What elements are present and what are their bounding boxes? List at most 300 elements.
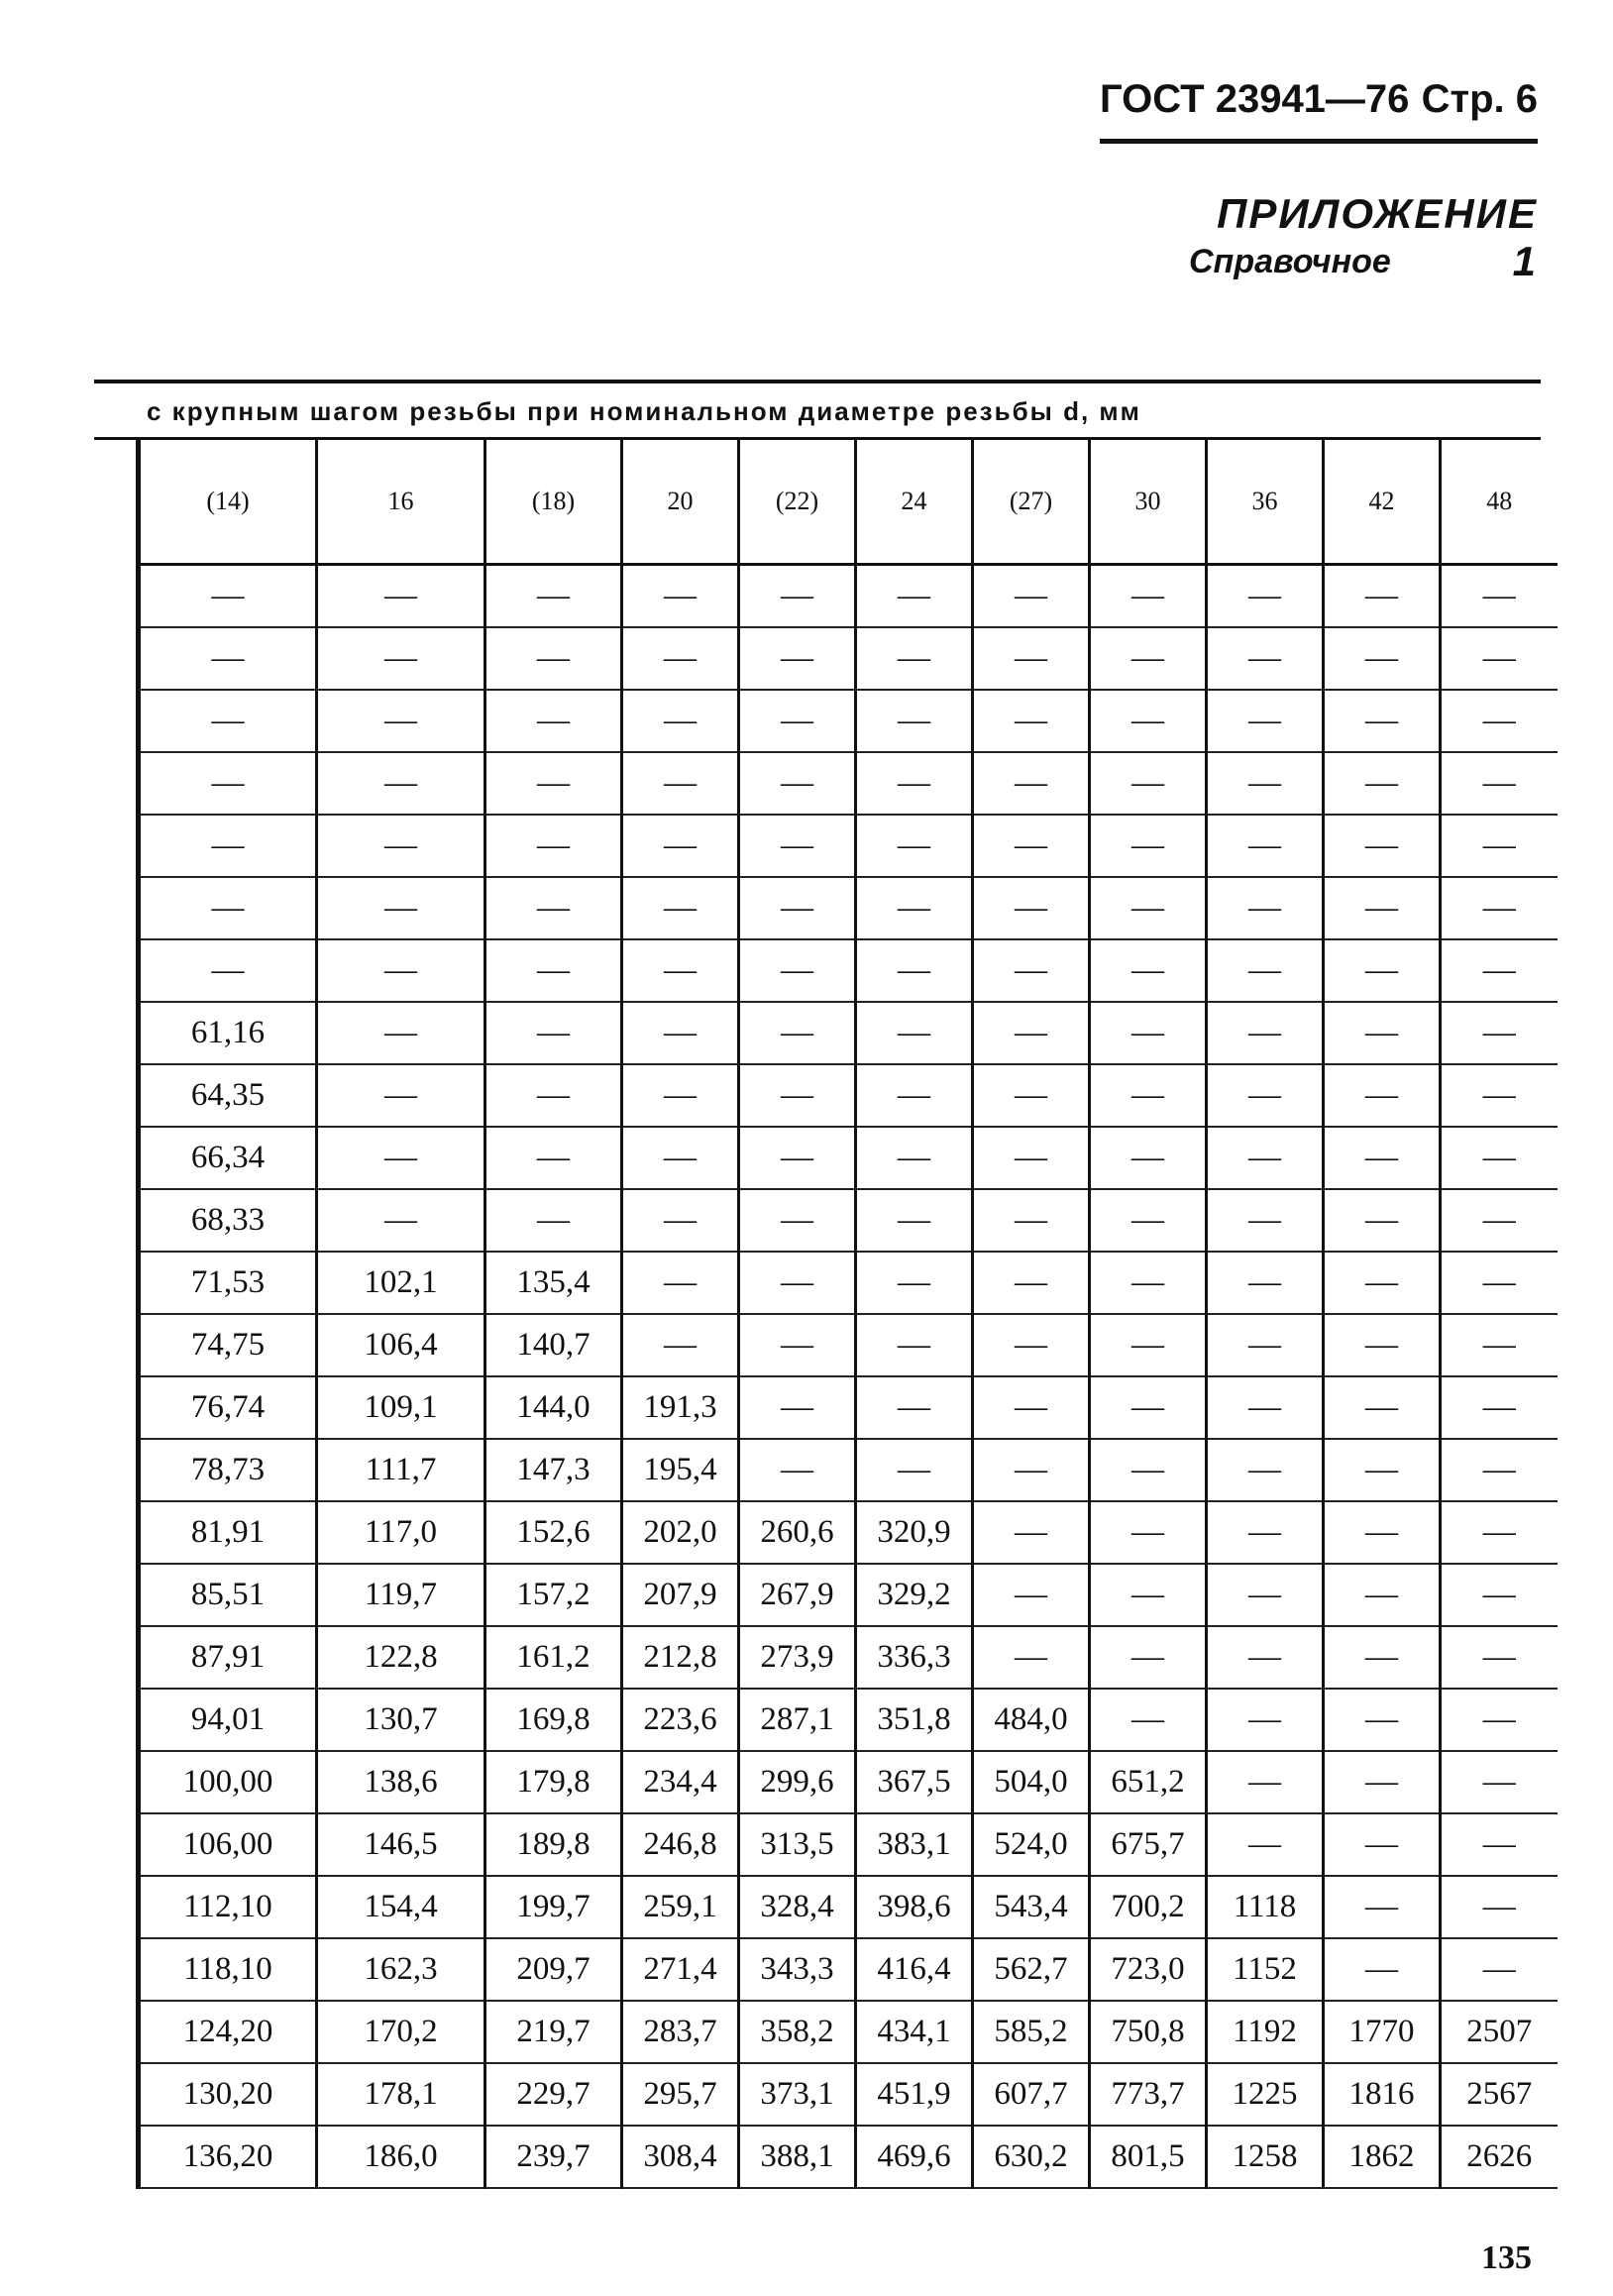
table-cell: — (1324, 1376, 1441, 1439)
table-cell: 130,7 (317, 1689, 485, 1751)
table-row (139, 1252, 1558, 1314)
table-cell: 630,2 (973, 2126, 1090, 2188)
table-cell: — (1207, 1626, 1324, 1689)
table-cell: 199,7 (485, 1876, 622, 1938)
table-cell: — (1441, 815, 1558, 877)
table-cell: — (1324, 939, 1441, 1002)
table-row (139, 1813, 1558, 1876)
table-cell: — (1441, 1876, 1558, 1938)
table-cell: — (622, 877, 739, 939)
table-cell: — (973, 815, 1090, 877)
table-cell: 1152 (1207, 1938, 1324, 2001)
table-cell: — (739, 1002, 856, 1064)
table-cell: 136,20 (139, 2126, 317, 2188)
thread-data-table (136, 440, 1558, 2189)
table-cell: — (856, 627, 973, 690)
table-cell: 178,1 (317, 2063, 485, 2126)
table-cell: — (1207, 815, 1324, 877)
table-cell: — (622, 627, 739, 690)
table-cell: — (485, 565, 622, 628)
table-cell: — (1090, 1376, 1207, 1439)
table-cell: 313,5 (739, 1813, 856, 1876)
table-cell: 78,73 (139, 1439, 317, 1501)
table-cell: — (1207, 1252, 1324, 1314)
table-cell: 94,01 (139, 1689, 317, 1751)
table-cell: — (1090, 1689, 1207, 1751)
table-cell: — (1090, 1252, 1207, 1314)
table-header-row (139, 440, 1558, 565)
column-header: 20 (622, 440, 739, 565)
table-cell: 209,7 (485, 1938, 622, 2001)
table-cell: 68,33 (139, 1189, 317, 1252)
table-cell: 504,0 (973, 1751, 1090, 1813)
table-cell: — (1441, 1064, 1558, 1127)
table-row (139, 1626, 1558, 1689)
table-cell: — (1324, 877, 1441, 939)
table-cell: 308,4 (622, 2126, 739, 2188)
table-cell: 320,9 (856, 1501, 973, 1564)
table-cell: — (1441, 939, 1558, 1002)
table-cell: — (1324, 1501, 1441, 1564)
table-row (139, 1376, 1558, 1439)
table-cell: — (973, 1064, 1090, 1127)
table-cell: 287,1 (739, 1689, 856, 1751)
table-cell: — (1207, 1064, 1324, 1127)
table-cell: — (856, 1439, 973, 1501)
table-cell: — (856, 1002, 973, 1064)
table-cell: — (856, 752, 973, 815)
table-cell: — (139, 752, 317, 815)
table-cell: — (1207, 1751, 1324, 1813)
table-cell: — (1324, 1689, 1441, 1751)
table-cell: — (739, 1064, 856, 1127)
column-header: (18) (485, 440, 622, 565)
table-cell: — (1324, 1564, 1441, 1626)
table-cell: 1258 (1207, 2126, 1324, 2188)
table-cell: 207,9 (622, 1564, 739, 1626)
table-cell: — (622, 1002, 739, 1064)
table-cell: 102,1 (317, 1252, 485, 1314)
table-cell: — (317, 627, 485, 690)
table-cell: 2507 (1441, 2001, 1558, 2063)
table-cell: — (1324, 752, 1441, 815)
table-cell: — (739, 1376, 856, 1439)
table-cell: — (739, 690, 856, 752)
table-cell: — (1090, 939, 1207, 1002)
table-cell: — (739, 1314, 856, 1376)
table-cell: 191,3 (622, 1376, 739, 1439)
table-cell: 273,9 (739, 1626, 856, 1689)
table-cell: — (485, 1002, 622, 1064)
table-cell: 112,10 (139, 1876, 317, 1938)
table-cell: 1118 (1207, 1876, 1324, 1938)
table-cell: — (973, 1376, 1090, 1439)
table-cell: — (1441, 877, 1558, 939)
table-cell: — (1090, 1064, 1207, 1127)
table-cell: 64,35 (139, 1064, 317, 1127)
table-cell: 229,7 (485, 2063, 622, 2126)
table-cell: — (973, 1314, 1090, 1376)
table-cell: — (1090, 877, 1207, 939)
table-cell: 147,3 (485, 1439, 622, 1501)
column-header: 24 (856, 440, 973, 565)
table-body (139, 565, 1558, 2189)
table-cell: — (1441, 1938, 1558, 2001)
table-cell: — (973, 690, 1090, 752)
table-row (139, 2063, 1558, 2126)
column-header: 16 (317, 440, 485, 565)
table-cell: — (1207, 752, 1324, 815)
table-cell: — (1441, 1376, 1558, 1439)
table-cell: 651,2 (1090, 1751, 1207, 1813)
table-cell: — (1441, 1501, 1558, 1564)
table-row (139, 1127, 1558, 1189)
table-cell: 152,6 (485, 1501, 622, 1564)
table-cell: 1862 (1324, 2126, 1441, 2188)
column-header: 36 (1207, 440, 1324, 565)
table-cell: 328,4 (739, 1876, 856, 1938)
table-row (139, 2001, 1558, 2063)
table-cell: 135,4 (485, 1252, 622, 1314)
table-cell: — (739, 1127, 856, 1189)
table-cell: 416,4 (856, 1938, 973, 2001)
table-row (139, 1064, 1558, 1127)
page-number: 135 (1481, 2240, 1532, 2276)
table-row (139, 1501, 1558, 1564)
table-cell: 144,0 (485, 1376, 622, 1439)
table-cell: — (856, 1064, 973, 1127)
table-cell: — (856, 1314, 973, 1376)
table-row (139, 877, 1558, 939)
table-cell: — (856, 1189, 973, 1252)
table-row (139, 1439, 1558, 1501)
table-row (139, 1876, 1558, 1938)
page-label: Стр. 6 (1421, 77, 1538, 121)
table-cell: — (1441, 1189, 1558, 1252)
table-cell: 434,1 (856, 2001, 973, 2063)
table-cell: — (973, 627, 1090, 690)
table-cell: — (1090, 1002, 1207, 1064)
table-cell: 585,2 (973, 2001, 1090, 2063)
table-cell: — (1441, 1813, 1558, 1876)
table-cell: — (1207, 1376, 1324, 1439)
table-cell: — (485, 752, 622, 815)
table-cell: — (1207, 1002, 1324, 1064)
table-cell: 343,3 (739, 1938, 856, 2001)
table-cell: 119,7 (317, 1564, 485, 1626)
table-cell: 85,51 (139, 1564, 317, 1626)
table-cell: 140,7 (485, 1314, 622, 1376)
table-cell: — (1324, 1813, 1441, 1876)
table-cell: 267,9 (739, 1564, 856, 1626)
table-cell: 299,6 (739, 1751, 856, 1813)
table-cell: 383,1 (856, 1813, 973, 1876)
table-cell: — (1207, 1314, 1324, 1376)
table-row (139, 1938, 1558, 2001)
table-cell: — (856, 1127, 973, 1189)
table-cell: 398,6 (856, 1876, 973, 1938)
table-cell: 723,0 (1090, 1938, 1207, 2001)
table-cell: — (622, 1189, 739, 1252)
table-cell: — (1441, 1002, 1558, 1064)
table-cell: 329,2 (856, 1564, 973, 1626)
table-cell: — (622, 1064, 739, 1127)
table-cell: 484,0 (973, 1689, 1090, 1751)
table-cell: — (317, 1002, 485, 1064)
table-cell: — (1441, 752, 1558, 815)
table-cell: — (739, 752, 856, 815)
table-cell: — (485, 627, 622, 690)
table-cell: 106,00 (139, 1813, 317, 1876)
table-cell: — (485, 690, 622, 752)
table-cell: 607,7 (973, 2063, 1090, 2126)
table-cell: 367,5 (856, 1751, 973, 1813)
table-row (139, 1689, 1558, 1751)
table-cell: — (1090, 1439, 1207, 1501)
table-cell: — (1324, 627, 1441, 690)
table-cell: — (1324, 1439, 1441, 1501)
table-cell: — (1441, 627, 1558, 690)
table-cell: 295,7 (622, 2063, 739, 2126)
table-cell: — (1090, 627, 1207, 690)
table-cell: 451,9 (856, 2063, 973, 2126)
table-cell: 138,6 (317, 1751, 485, 1813)
table-cell: — (1090, 1127, 1207, 1189)
table-cell: 1225 (1207, 2063, 1324, 2126)
table-cell: 212,8 (622, 1626, 739, 1689)
table-cell: — (317, 1064, 485, 1127)
table-cell: — (1207, 939, 1324, 1002)
table-cell: — (622, 565, 739, 628)
page-header (1100, 77, 1538, 144)
table-cell: — (622, 690, 739, 752)
table-cell: — (1207, 1439, 1324, 1501)
table-cell: 106,4 (317, 1314, 485, 1376)
table-top-rule (94, 380, 1541, 383)
table-cell: — (739, 939, 856, 1002)
table-cell: — (1441, 1626, 1558, 1689)
table-cell: — (973, 565, 1090, 628)
table-cell: — (1441, 1439, 1558, 1501)
table-cell: — (739, 815, 856, 877)
table-cell: 1192 (1207, 2001, 1324, 2063)
table-cell: — (856, 1376, 973, 1439)
table-cell: — (485, 1189, 622, 1252)
table-cell: 61,16 (139, 1002, 317, 1064)
table-cell: 773,7 (1090, 2063, 1207, 2126)
table-cell: — (973, 939, 1090, 1002)
table-cell: — (856, 815, 973, 877)
table-cell: — (1324, 565, 1441, 628)
table-cell: — (856, 1252, 973, 1314)
table-cell: — (1441, 1252, 1558, 1314)
table-cell: — (1441, 1751, 1558, 1813)
table-cell: 1816 (1324, 2063, 1441, 2126)
table-cell: 186,0 (317, 2126, 485, 2188)
table-cell: — (139, 939, 317, 1002)
table-row (139, 690, 1558, 752)
table-cell: — (1207, 1189, 1324, 1252)
table-cell: — (1207, 877, 1324, 939)
table-cell: 283,7 (622, 2001, 739, 2063)
table-cell: — (317, 815, 485, 877)
table-cell: 170,2 (317, 2001, 485, 2063)
table-cell: — (1441, 1127, 1558, 1189)
table-cell: 260,6 (739, 1501, 856, 1564)
table-cell: — (1441, 1689, 1558, 1751)
table-cell: 543,4 (973, 1876, 1090, 1938)
table-cell: 562,7 (973, 1938, 1090, 2001)
table-caption: с крупным шагом резьбы при номинальном диаметре резьбы d, мм (147, 396, 1141, 426)
table-cell: — (1441, 1564, 1558, 1626)
table-cell: — (1324, 1252, 1441, 1314)
table-cell: 87,91 (139, 1626, 317, 1689)
table-cell: — (1207, 1564, 1324, 1626)
table-cell: — (317, 752, 485, 815)
table-cell: 2626 (1441, 2126, 1558, 2188)
table-cell: — (973, 1439, 1090, 1501)
table-cell: — (485, 939, 622, 1002)
table-cell: — (1441, 1314, 1558, 1376)
table-cell: 246,8 (622, 1813, 739, 1876)
table-cell: — (622, 1314, 739, 1376)
table-cell: 71,53 (139, 1252, 317, 1314)
table-cell: — (739, 627, 856, 690)
table-cell: — (317, 1189, 485, 1252)
table-cell: — (622, 1252, 739, 1314)
table-cell: 234,4 (622, 1751, 739, 1813)
table-cell: 2567 (1441, 2063, 1558, 2126)
table-cell: — (485, 877, 622, 939)
table-cell: — (1207, 1127, 1324, 1189)
table-cell: — (1207, 565, 1324, 628)
table-cell: — (973, 1252, 1090, 1314)
table-cell: 157,2 (485, 1564, 622, 1626)
table-cell: 162,3 (317, 1938, 485, 2001)
table-cell: 118,10 (139, 1938, 317, 2001)
table-row (139, 1002, 1558, 1064)
table-cell: — (139, 565, 317, 628)
table-cell: — (622, 815, 739, 877)
table-cell: — (1324, 1127, 1441, 1189)
table-cell: — (973, 1626, 1090, 1689)
table-cell: 675,7 (1090, 1813, 1207, 1876)
table-cell: — (1090, 1626, 1207, 1689)
table-cell: 700,2 (1090, 1876, 1207, 1938)
table-cell: 195,4 (622, 1439, 739, 1501)
table-cell: 219,7 (485, 2001, 622, 2063)
table-cell: — (1324, 1064, 1441, 1127)
table-cell: 239,7 (485, 2126, 622, 2188)
table-cell: 271,4 (622, 1938, 739, 2001)
table-cell: 109,1 (317, 1376, 485, 1439)
table-cell: — (973, 752, 1090, 815)
column-header: (14) (139, 440, 317, 565)
table-cell: — (973, 877, 1090, 939)
table-cell: — (973, 1189, 1090, 1252)
table-cell: 373,1 (739, 2063, 856, 2126)
table-cell: 259,1 (622, 1876, 739, 1938)
standard-designation: ГОСТ 23941—76 (1100, 77, 1410, 121)
table-row (139, 565, 1558, 628)
table-cell: — (485, 815, 622, 877)
table-cell: 801,5 (1090, 2126, 1207, 2188)
table-cell: — (1207, 1501, 1324, 1564)
table-cell: — (317, 939, 485, 1002)
table-cell: 146,5 (317, 1813, 485, 1876)
table-row (139, 2126, 1558, 2188)
table-cell: — (1090, 1501, 1207, 1564)
table-cell: — (622, 1127, 739, 1189)
table-cell: — (139, 627, 317, 690)
table-cell: — (622, 752, 739, 815)
table-cell: — (1441, 565, 1558, 628)
table-cell: — (1441, 690, 1558, 752)
table-cell: — (485, 1127, 622, 1189)
table-cell: — (973, 1564, 1090, 1626)
column-header: (22) (739, 440, 856, 565)
table-cell: 124,20 (139, 2001, 317, 2063)
table-cell: 169,8 (485, 1689, 622, 1751)
table-cell: — (1324, 690, 1441, 752)
table-cell: — (739, 877, 856, 939)
table-cell: 81,91 (139, 1501, 317, 1564)
table-cell: 469,6 (856, 2126, 973, 2188)
table-cell: — (739, 1439, 856, 1501)
table-cell: — (739, 565, 856, 628)
table-cell: — (1324, 815, 1441, 877)
table-cell: — (973, 1002, 1090, 1064)
table-cell: 223,6 (622, 1689, 739, 1751)
table-cell: — (1090, 815, 1207, 877)
table-cell: 1770 (1324, 2001, 1441, 2063)
table-cell: 189,8 (485, 1813, 622, 1876)
table-cell: — (317, 565, 485, 628)
table-cell: — (1090, 565, 1207, 628)
table-cell: — (1324, 1002, 1441, 1064)
table-cell: 750,8 (1090, 2001, 1207, 2063)
table-cell: 130,20 (139, 2063, 317, 2126)
table-cell: 74,75 (139, 1314, 317, 1376)
table-cell: — (856, 877, 973, 939)
table-row (139, 815, 1558, 877)
table-cell: 202,0 (622, 1501, 739, 1564)
table-cell: — (317, 690, 485, 752)
table-cell: — (856, 939, 973, 1002)
table-cell: 154,4 (317, 1876, 485, 1938)
table-cell: 117,0 (317, 1501, 485, 1564)
table-cell: 76,74 (139, 1376, 317, 1439)
table-row (139, 1314, 1558, 1376)
table-cell: — (1324, 1626, 1441, 1689)
table-cell: — (739, 1252, 856, 1314)
table-cell: 524,0 (973, 1813, 1090, 1876)
table-cell: 179,8 (485, 1751, 622, 1813)
table-row (139, 627, 1558, 690)
table-cell: 388,1 (739, 2126, 856, 2188)
table-cell: — (1324, 1876, 1441, 1938)
table-cell: — (317, 877, 485, 939)
table-cell: 161,2 (485, 1626, 622, 1689)
table-cell: — (856, 565, 973, 628)
table-cell: — (1207, 1813, 1324, 1876)
table-row (139, 939, 1558, 1002)
table-cell: 351,8 (856, 1689, 973, 1751)
table-cell: 336,3 (856, 1626, 973, 1689)
table-row (139, 1751, 1558, 1813)
table-cell: — (317, 1127, 485, 1189)
table-cell: — (1090, 1189, 1207, 1252)
